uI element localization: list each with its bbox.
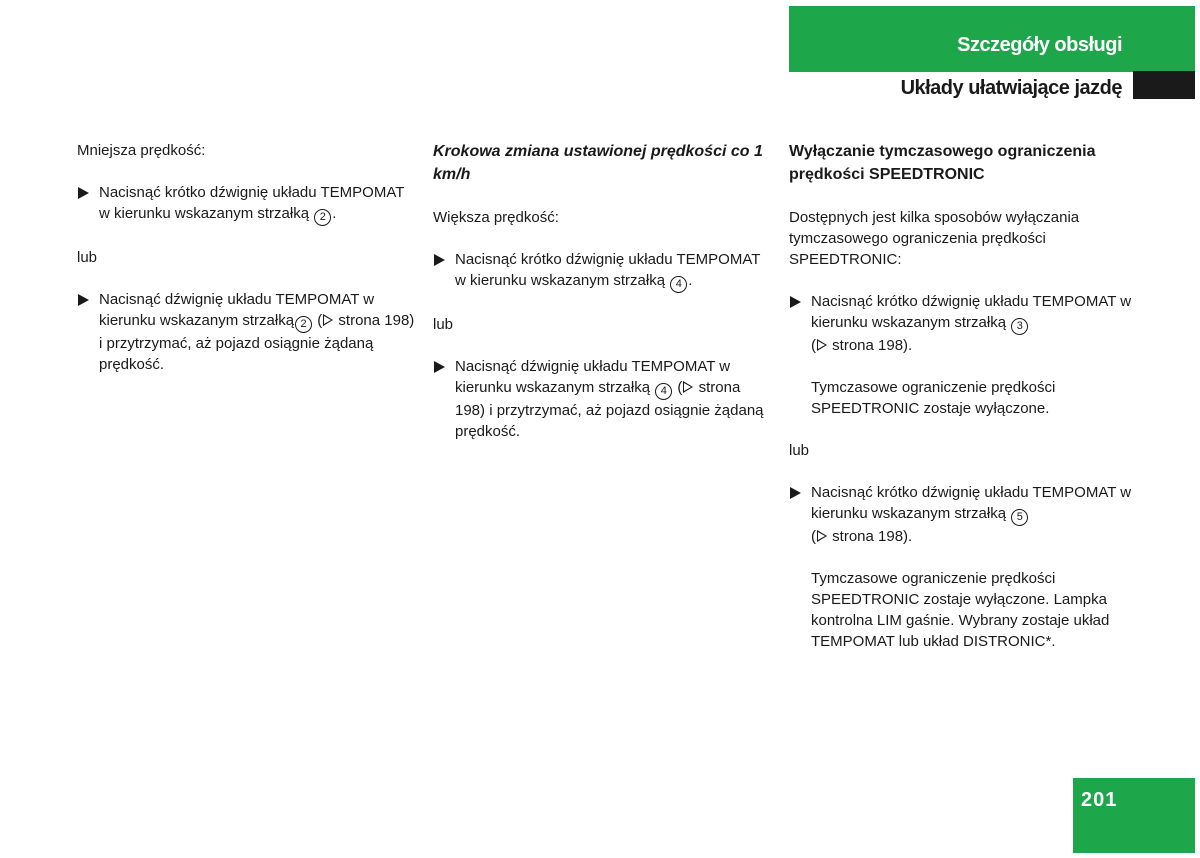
page-reference-arrow-icon [817,339,827,351]
triangle-bullet-icon [78,294,89,306]
arrow-reference-badge: 2 [314,209,331,226]
triangle-bullet-icon [790,296,801,308]
page-number-box [1073,778,1195,853]
column-1 [77,140,417,375]
arrow-reference-badge: 2 [295,316,312,333]
page-reference-arrow-icon [323,314,333,326]
or-separator: lub [433,316,454,333]
or-separator: lub [789,442,810,459]
triangle-bullet-icon [434,254,445,266]
column-3 [789,140,1134,652]
triangle-bullet-icon [434,361,445,373]
page-reference-arrow-icon [817,530,827,542]
instruction-item: Nacisnąć krótko dźwignię układu TEMPOMAT w kierunku wskazanym strzałką 4 . [433,249,773,293]
page-reference-link[interactable]: strona 198) [455,379,741,419]
instruction-item: Nacisnąć krótko dźwignię układu TEMPOMAT w kierunku wskazanym strzałką 3 ( strona 198). [789,291,1134,356]
column-2 [433,140,773,442]
step-change-heading: Krokowa zmiana ustawionej prędkości co 1 km/h [433,143,763,183]
arrow-reference-badge: 4 [670,276,687,293]
section-tab-marker [1133,71,1195,99]
or-separator: lub [77,249,98,266]
section-title: Szczegóły obsługi [957,34,1122,56]
higher-speed-label: Większa prędkość: [433,209,559,226]
page-reference-link[interactable]: strona 198). [832,528,913,545]
arrow-reference-badge: 4 [655,383,672,400]
instruction-item: Nacisnąć dźwignię układu TEMPOMAT w kierunku wskazanym strzałką 4 ( strona 198) i przytrzymać, aż pojazd osiągnie żądaną prędkość. [433,356,773,442]
instruction-item: Nacisnąć krótko dźwignię układu TEMPOMAT w kierunku wskazanym strzałką 5 ( strona 198). [789,482,1134,547]
instruction-item: Nacisnąć krótko dźwignię układu TEMPOMAT w kierunku wskazanym strzałką 2 . [77,182,417,226]
page-number: 201 [1081,789,1118,811]
result-text: Tymczasowe ograniczenie prędkości SPEEDTRONIC zostaje wyłączone. Lampka kontrolna LIM gaśnie. Wybrany zostaje układ TEMPOMAT lub układ DISTRONIC*. [811,570,1110,650]
result-text: Tymczasowe ograniczenie prędkości SPEEDTRONIC zostaje wyłączone. [811,379,1056,417]
arrow-reference-badge: 5 [1011,509,1028,526]
lower-speed-label: Mniejsza prędkość: [77,142,206,159]
page-reference-link[interactable]: strona 198) [338,312,415,329]
triangle-bullet-icon [790,487,801,499]
speedtronic-off-heading: Wyłączanie tymczasowego ograniczenia prędkości SPEEDTRONIC [789,143,1096,183]
speedtronic-off-intro: Dostępnych jest kilka sposobów wyłączania tymczasowego ograniczenia prędkości SPEEDTRONIC: [789,209,1080,268]
subsection-title: Układy ułatwiające jazdę [900,77,1122,99]
instruction-item: Nacisnąć dźwignię układu TEMPOMAT w kierunku wskazanym strzałką 2 ( strona 198) i przytrzymać, aż pojazd osiągnie żądaną prędkość. [77,289,417,375]
triangle-bullet-icon [78,187,89,199]
page-reference-arrow-icon [683,381,693,393]
arrow-reference-badge: 3 [1011,318,1028,335]
page-reference-link[interactable]: strona 198). [832,337,913,354]
